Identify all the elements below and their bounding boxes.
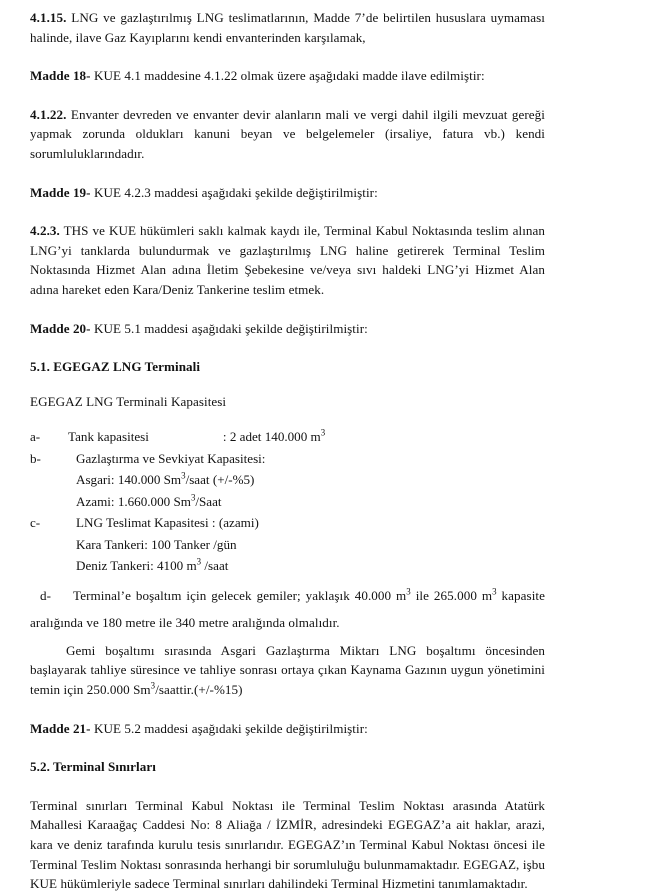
list-item-d bbox=[30, 582, 545, 636]
subline-prefix: Kara Tankeri: 100 Tanker /gün bbox=[76, 536, 237, 552]
paragraph-4-2-3 bbox=[30, 221, 545, 299]
list-marker-d: d- bbox=[40, 587, 52, 603]
paragraph-4-1-15 bbox=[30, 8, 545, 47]
superscript-cubic-meter: 3 bbox=[406, 586, 411, 597]
spacer bbox=[30, 777, 545, 796]
list-item-b bbox=[30, 448, 545, 470]
spacer bbox=[30, 47, 545, 66]
list-text-c: LNG Teslimat Kapasitesi : (azami) bbox=[76, 515, 259, 531]
clause-number-madde-19: Madde 19- bbox=[30, 184, 91, 200]
clause-number-4-2-3: 4.2.3. bbox=[30, 223, 60, 239]
list-subline-b-asgari bbox=[76, 469, 545, 491]
list-text-d-part3: kapasite aralığında ve 180 metre ile 340 metre aralığında olmalıdır. bbox=[30, 587, 545, 630]
list-text-b: Gazlaştırma ve Sevkiyat Kapasitesi: bbox=[76, 450, 266, 466]
list-item-c bbox=[30, 512, 545, 534]
text-column bbox=[30, 8, 545, 894]
list-value-a: : 2 adet 140.000 m bbox=[222, 429, 321, 445]
clause-number-4-1-15: 4.1.15. bbox=[30, 10, 67, 25]
paragraph-gemi-bosaltimi bbox=[30, 641, 545, 700]
paragraph-gemi-part2: /saattir.(+/-%15) bbox=[155, 682, 243, 697]
paragraph-madde-21 bbox=[30, 719, 545, 739]
spacer bbox=[30, 300, 545, 319]
clause-text-madde-20: KUE 5.1 maddesi aşağıdaki şekilde değiştirilmiştir: bbox=[90, 320, 368, 336]
clause-number-4-1-22: 4.1.22. bbox=[30, 106, 67, 122]
list-marker-c: c- bbox=[30, 515, 41, 531]
spacer bbox=[30, 86, 545, 105]
list-text-d-part1: Terminal’e boşaltım için gelecek gemiler; yaklaşık 40.000 m bbox=[73, 587, 407, 603]
subline-suffix: /saat bbox=[201, 558, 229, 574]
superscript-cubic-meter: 3 bbox=[492, 586, 497, 597]
clause-number-madde-18: Madde 18- bbox=[30, 68, 91, 84]
spacer bbox=[30, 700, 545, 719]
clause-text-4-1-22: Envanter devreden ve envanter devir alanların mali ve vergi dahil ilgili mevzuat gereği yapmak zorunda oldukları kanuni beyan ve belgelemeler (irsaliye, fatura vb.) kendi sorumluluklarındadır. bbox=[30, 106, 545, 161]
subline-prefix: Asgari: 140.000 Sm bbox=[76, 472, 182, 488]
clause-number-madde-20: Madde 20- bbox=[30, 320, 91, 336]
list-label-a: Tank kapasitesi bbox=[68, 429, 149, 445]
superscript-cubic-meter: 3 bbox=[190, 492, 196, 503]
clause-text-madde-21: KUE 5.2 maddesi aşağıdaki şekilde değiştirilmiştir: bbox=[90, 720, 368, 736]
superscript-cubic-meter: 3 bbox=[181, 470, 186, 481]
section-heading-5-2: 5.2. Terminal Sınırları bbox=[30, 759, 156, 775]
spacer bbox=[30, 202, 545, 221]
list-subline-b-azami bbox=[76, 491, 545, 513]
list-marker-b: b- bbox=[30, 450, 41, 466]
paragraph-gemi-part1: Gemi boşaltımı sırasında Asgari Gazlaştırma Miktarı LNG boşaltımı öncesinden başlayarak tahliye süresince ve tahliye sonrası ortaya çıkan Kaynama Gazının uygun yönetimini temin için 250.000 Sm bbox=[30, 642, 545, 697]
list-text-d-part2: ile 265.000 m bbox=[410, 587, 493, 603]
subline-prefix: Deniz Tankeri: 4100 m bbox=[76, 558, 197, 574]
subline-suffix: /Saat bbox=[195, 493, 222, 509]
clause-number-madde-21: Madde 21- bbox=[30, 720, 91, 736]
spacer bbox=[30, 338, 545, 357]
spacer bbox=[30, 738, 545, 757]
section-subheading-5-1: EGEGAZ LNG Terminali Kapasitesi bbox=[30, 393, 227, 409]
list-marker-a: a- bbox=[30, 429, 41, 445]
clause-text-4-1-15: LNG ve gazlaştırılmış LNG teslimatlarının, Madde 7’de belirtilen hususlara uymaması halinde, ilave Gaz Kayıplarını kendi envanterinden karşılamak, bbox=[30, 10, 545, 45]
paragraph-4-1-22 bbox=[30, 105, 545, 164]
paragraph-madde-18 bbox=[30, 66, 545, 86]
clause-text-madde-18: KUE 4.1 maddesine 4.1.22 olmak üzere aşağıdaki madde ilave edilmiştir: bbox=[90, 68, 485, 84]
subline-suffix: /saat (+/-%5) bbox=[185, 472, 255, 488]
paragraph-madde-19 bbox=[30, 183, 545, 203]
spacer bbox=[30, 411, 545, 426]
list-subline-c-kara bbox=[76, 534, 545, 556]
spacer bbox=[30, 377, 545, 392]
clause-text-4-2-3: THS ve KUE hükümleri saklı kalmak kaydı ile, Terminal Kabul Noktasında teslim alınan LNG’yi tanklarda bulundurmak ve gazlaştırılmış LNG haline getirerek Terminal Teslim Noktasında Hizmet Alan adına İletim Şebekesine ve/veya sıvı haldeki LNG’yi Hizmet Alan adına hareket eden Kara/Deniz Tankerine teslim etmek. bbox=[30, 223, 545, 297]
superscript-cubic-meter: 3 bbox=[320, 427, 326, 438]
list-subline-c-deniz bbox=[76, 555, 545, 577]
superscript-cubic-meter: 3 bbox=[196, 556, 202, 567]
list-item-a bbox=[30, 426, 545, 448]
spacer bbox=[30, 164, 545, 183]
paragraph-5-2-body: Terminal sınırları Terminal Kabul Noktası ile Terminal Teslim Noktası arasında Atatürk Mahallesi Karaağaç Caddesi No: 8 Aliağa / İZMİR, adresindeki EGEGAZ’a ait haklar, arazi, kara ve deniz tarafında kurulu tesis sınırlarıdır. EGEGAZ’ın Terminal Kabul Noktası öncesi ile Terminal Teslim Noktası sonrasında herhangi bir sorumluluğu bulunmamaktadır. EGEGAZ, işbu KUE hükümleriyle sadece Terminal sınırları dahilindeki Terminal Hizmetini tanımlamaktadır. bbox=[30, 797, 545, 892]
list-text-a bbox=[68, 426, 545, 448]
subline-prefix: Azami: 1.660.000 Sm bbox=[76, 493, 191, 509]
superscript-cubic-meter: 3 bbox=[150, 680, 156, 691]
paragraph-madde-20 bbox=[30, 319, 545, 339]
section-heading-5-1: 5.1. EGEGAZ LNG Terminali bbox=[30, 359, 201, 375]
clause-text-madde-19: KUE 4.2.3 maddesi aşağıdaki şekilde değiştirilmiştir: bbox=[90, 184, 378, 200]
